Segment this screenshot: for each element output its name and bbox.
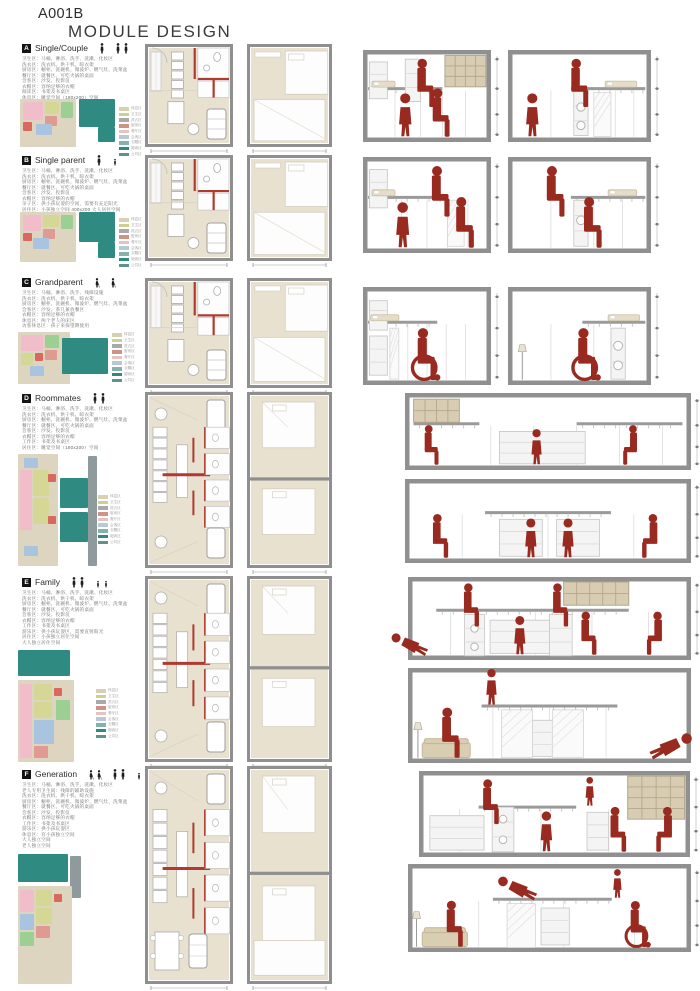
floor-plan-1 xyxy=(145,44,233,155)
legend-label: 洗衣区 xyxy=(110,505,121,510)
legend-label: 洗衣区 xyxy=(131,117,142,122)
zone-block-olive xyxy=(43,215,59,227)
description-line: 洗衣区：洗衣机、烘干机、晾衣架 xyxy=(22,173,94,179)
legend-swatch xyxy=(119,258,129,262)
zone-block-blue xyxy=(30,366,44,376)
legend-label: 餐厅区 xyxy=(108,711,119,716)
zone-block-olive xyxy=(36,890,52,906)
zone-block-pink xyxy=(20,470,32,530)
description-line: 厨房区：橱柜、洗碗机、微波炉、燃气灶、洗菜盆 xyxy=(22,798,128,804)
description-line: 衣帽区：容纳足够的衣帽 xyxy=(22,83,75,89)
child-icon xyxy=(138,773,140,780)
zone-block-blue xyxy=(20,914,34,930)
module-description xyxy=(22,590,127,645)
description-line: 工作区：书架及书桌区 xyxy=(22,623,70,628)
description-line: 卫生区：马桶、淋浴、洗手、洗漱、化妆区 xyxy=(22,782,114,787)
zone-block-pink xyxy=(23,102,43,120)
description-line: 居住区：小孩独立居住空间 xyxy=(22,634,80,639)
zone-block-teal xyxy=(98,242,115,258)
zone-block-teal xyxy=(79,99,115,127)
zone-block-green xyxy=(56,700,70,720)
legend-label: 会客区 xyxy=(110,522,121,527)
zone-block-green xyxy=(61,215,73,229)
legend-swatch xyxy=(96,700,106,704)
legend-label: 公共区 xyxy=(131,151,142,156)
description-line: 餐厅区：就餐区、可吃火锅的桌面 xyxy=(22,804,94,809)
zone-block-blue xyxy=(24,458,38,468)
legend-label: 阅读区 xyxy=(131,257,142,262)
elderly-icon xyxy=(98,770,102,779)
legend-swatch xyxy=(112,379,122,383)
module-header xyxy=(22,276,119,288)
legend-swatch xyxy=(119,141,129,145)
legend-label: 会客区 xyxy=(131,245,142,250)
legend-label: 会客区 xyxy=(108,716,119,721)
module-title: Grandparent xyxy=(35,277,83,287)
zone-block-olive xyxy=(45,102,59,114)
occupant-group-icon xyxy=(93,276,103,288)
child-icon xyxy=(97,581,99,588)
occupant-icons xyxy=(93,276,119,288)
legend-swatch xyxy=(98,506,108,510)
adult-icon xyxy=(124,43,127,53)
section-view-1 xyxy=(363,50,505,148)
occupant-icons xyxy=(70,576,112,588)
legend-swatch xyxy=(112,356,122,360)
legend-swatch xyxy=(98,529,108,533)
elderly-icon xyxy=(90,770,94,779)
legend-label: 卫生区 xyxy=(131,223,142,228)
zone-block-olive xyxy=(34,702,52,718)
description-line: 会客区：沙发、投影仪 xyxy=(22,612,70,617)
occupant-group-icon xyxy=(94,576,112,588)
adult-icon xyxy=(116,43,119,53)
zone-block-teal xyxy=(18,650,70,676)
child-icon xyxy=(114,159,116,166)
legend-swatch xyxy=(96,717,106,721)
description-line: 游乐区：供小孩玩耍区，需要直射阳光 xyxy=(22,628,104,634)
legend-swatch xyxy=(119,235,129,239)
legend-label: 休息区 xyxy=(110,494,121,499)
description-line: 厨房区：橱柜、洗碗机、微波炉、燃气灶、洗菜盆 xyxy=(22,417,128,422)
occupant-group-icon xyxy=(98,42,108,54)
legend-label: 衣帽区 xyxy=(131,251,142,256)
description-line: 衣帽区：容纳足够的衣帽 xyxy=(22,195,75,201)
floor-plan-1 xyxy=(145,155,233,269)
zone-legend xyxy=(119,106,142,157)
module-title: Single/Couple xyxy=(35,43,88,53)
adult-icon xyxy=(122,769,125,779)
legend-label: 衣帽区 xyxy=(131,140,142,145)
description-line: 老人专用卫生间：残障的辅助设施 xyxy=(22,787,94,793)
legend-label: 公共区 xyxy=(108,733,119,738)
section-view-2 xyxy=(508,50,665,148)
legend-swatch xyxy=(96,706,106,710)
zone-block-olive xyxy=(33,470,49,496)
legend-label: 餐厅区 xyxy=(124,355,135,360)
legend-label: 公共区 xyxy=(124,377,135,382)
zone-block-teal xyxy=(60,478,88,508)
occupant-group-icon xyxy=(111,154,121,166)
legend-swatch xyxy=(98,495,108,499)
legend-swatch xyxy=(119,130,129,134)
description-line: 洗衣区：洗衣机、烘干机、晾衣架 xyxy=(22,793,94,798)
legend-label: 休息区 xyxy=(124,332,135,337)
legend-swatch xyxy=(112,361,122,365)
legend-label: 餐厅区 xyxy=(131,240,142,245)
legend-item xyxy=(112,378,135,384)
module-description xyxy=(22,782,127,848)
zone-block-teal xyxy=(79,212,115,242)
adult-icon xyxy=(98,155,101,165)
zone-block-teal xyxy=(60,512,88,542)
occupant-group-icon xyxy=(111,768,129,780)
module-header xyxy=(22,392,109,404)
legend-swatch xyxy=(119,252,129,256)
legend-item xyxy=(119,263,142,269)
legend-swatch xyxy=(98,541,108,545)
section-view-2 xyxy=(508,157,665,259)
description-line: 老人独立空间 xyxy=(22,842,51,848)
legend-label: 衣帽区 xyxy=(124,366,135,371)
floor-plan-2 xyxy=(247,766,332,991)
legend-swatch xyxy=(98,512,108,516)
module-description xyxy=(22,56,127,100)
zone-block-red xyxy=(54,894,62,902)
legend-swatch xyxy=(98,518,108,522)
legend-label: 阅读区 xyxy=(110,534,121,539)
zone-block-pink xyxy=(20,684,32,758)
section-view-1 xyxy=(405,393,700,476)
module-title: Generation xyxy=(35,769,78,779)
section-view-1 xyxy=(363,287,505,391)
description-line: 大人独立居住空间 xyxy=(22,639,61,645)
legend-swatch xyxy=(119,246,129,250)
zone-block-red xyxy=(48,474,56,482)
legend-swatch xyxy=(98,501,108,505)
description-line: 衣帽区：容纳足够的衣帽 xyxy=(22,312,75,317)
zone-block-olive xyxy=(21,353,33,365)
description-line: 厨房区：橱柜、洗碗机、微波炉、燃气灶、洗菜盆 xyxy=(22,67,128,72)
zone-block-blue xyxy=(24,546,38,556)
zone-block-teal xyxy=(62,338,108,374)
legend-swatch xyxy=(96,695,106,699)
occupant-group-icon xyxy=(70,576,88,588)
description-line: 游乐区：供小孩玩耍区 xyxy=(22,826,70,831)
description-line: 衣帽区：容纳足够的衣帽 xyxy=(22,815,75,820)
adult-icon xyxy=(101,393,104,403)
legend-swatch xyxy=(98,523,108,527)
legend-label: 公共区 xyxy=(110,539,121,544)
zone-block-green xyxy=(20,932,34,946)
occupant-group-icon xyxy=(87,768,105,780)
description-line: 休息区：有小孩独立空间 xyxy=(22,831,75,837)
legend-item xyxy=(98,540,121,546)
floor-plan-2 xyxy=(247,44,332,155)
zone-block-olive xyxy=(34,684,52,700)
floor-plan-2 xyxy=(247,155,332,269)
module-description xyxy=(22,168,127,218)
description-line: 会客区：沙发、茶几兼放餐区 xyxy=(22,306,85,312)
legend-label: 厨房区 xyxy=(131,123,142,128)
description-line: 休息区：两个老人的床区 xyxy=(22,317,75,323)
adult-icon xyxy=(81,577,84,587)
description-line: 大人独立空间 xyxy=(22,837,51,842)
zone-block-blue xyxy=(34,720,54,744)
zone-block-pink xyxy=(23,215,41,231)
legend-swatch xyxy=(119,264,129,268)
zone-block-teal xyxy=(98,127,115,142)
description-line: 工作区：书架及书桌区 xyxy=(22,820,70,826)
legend-swatch xyxy=(112,373,122,377)
legend-item xyxy=(96,734,119,740)
legend-label: 洗衣区 xyxy=(108,699,119,704)
legend-label: 卫生区 xyxy=(124,338,135,343)
legend-label: 阅读区 xyxy=(124,372,135,377)
occupant-group-icon xyxy=(114,42,132,54)
description-line: 会客区：沙发、投影仪 xyxy=(22,190,70,195)
legend-label: 休息区 xyxy=(131,217,142,222)
legend-swatch xyxy=(119,147,129,151)
floor-plan-2 xyxy=(247,392,332,576)
description-line: 洗衣区：洗衣机、烘干机、晾衣架 xyxy=(22,295,94,301)
description-line: 厨房区：橱柜、洗碗机、微波炉、燃气灶、洗菜盆 xyxy=(22,179,128,184)
description-line: 卫生区：马桶、淋浴、洗手、洗漱、化妆区 xyxy=(22,56,114,61)
legend-label: 休息区 xyxy=(108,688,119,693)
page-title: MODULE DESIGN xyxy=(68,22,232,41)
module-header xyxy=(22,576,112,588)
legend-swatch xyxy=(119,241,129,245)
zone-legend xyxy=(119,217,142,268)
legend-swatch xyxy=(112,344,122,348)
occupant-icons xyxy=(87,768,153,780)
legend-swatch xyxy=(96,735,106,739)
legend-label: 会客区 xyxy=(124,360,135,365)
floor-plan-1 xyxy=(145,576,233,770)
zone-block-red xyxy=(23,233,32,241)
legend-swatch xyxy=(96,723,106,727)
occupant-icons xyxy=(91,392,109,404)
legend-label: 厨房区 xyxy=(108,705,119,710)
legend-swatch xyxy=(112,350,122,354)
module-header xyxy=(22,768,153,780)
section-view-2 xyxy=(405,479,700,569)
legend-swatch xyxy=(96,729,106,733)
floor-plan-1 xyxy=(145,766,233,991)
description-line: 会客区：沙发、投影仪 xyxy=(22,809,70,815)
adult-icon xyxy=(100,43,103,53)
module-title: Family xyxy=(35,577,61,587)
description-line: 餐厅区：就餐区、可吃火锅的桌面 xyxy=(22,422,94,428)
legend-swatch xyxy=(112,367,122,371)
legend-item xyxy=(119,152,142,158)
module-description xyxy=(22,406,127,450)
legend-swatch xyxy=(119,113,129,117)
legend-swatch xyxy=(119,135,129,139)
description-line: 厨房区：橱柜、洗碗机、微波炉、燃气灶、洗菜盆 xyxy=(22,301,128,306)
legend-swatch xyxy=(119,224,129,228)
module-title: Roommates xyxy=(35,393,81,403)
zone-block-green xyxy=(45,335,59,348)
adult-icon xyxy=(73,577,76,587)
description-line: 亲子区：供小孩玩耍的空间，需要有充足阳光 xyxy=(22,201,118,206)
zone-block-red xyxy=(35,353,43,361)
legend-label: 洗衣区 xyxy=(131,228,142,233)
zone-block-slate xyxy=(88,456,97,566)
zone-block-olive xyxy=(33,498,49,524)
legend-swatch xyxy=(119,229,129,233)
description-line: 厨房区：橱柜、洗碗机、微波炉、燃气灶、洗菜盆 xyxy=(22,601,128,606)
description-line: 访客休息区：孩子来探望期使用 xyxy=(22,323,90,328)
floor-plan-1 xyxy=(145,278,233,396)
module-letter-badge: E xyxy=(22,578,31,587)
description-line: 餐厅区：就餐区、可吃火锅的桌面 xyxy=(22,606,94,612)
legend-label: 洗衣区 xyxy=(124,343,135,348)
zone-block-salmon xyxy=(34,746,48,758)
description-line: 居住区：睡觉空间（180x200）空间 xyxy=(22,444,99,450)
legend-label: 厨房区 xyxy=(124,349,135,354)
legend-label: 厨房区 xyxy=(131,234,142,239)
description-line: 卫生区：马桶、淋浴、洗手、洗漱、化妆区 xyxy=(22,168,114,173)
description-line: 卫生区：马桶、淋浴、洗手、洗漱、化妆区 xyxy=(22,590,114,595)
legend-swatch xyxy=(112,339,122,343)
description-line: 衣帽区：容纳足够的衣帽 xyxy=(22,617,75,623)
floor-plan-2 xyxy=(247,278,332,396)
description-line: 卫生区：马桶、淋浴、洗手、残障设施 xyxy=(22,290,104,295)
adult-icon xyxy=(114,769,117,779)
module-letter-badge: B xyxy=(22,156,31,165)
legend-label: 会客区 xyxy=(131,134,142,139)
legend-label: 卫生区 xyxy=(108,694,119,699)
legend-swatch xyxy=(119,107,129,111)
module-header xyxy=(22,154,121,166)
description-line: 会客区：沙发、投影仪 xyxy=(22,78,70,83)
legend-label: 厨房区 xyxy=(110,511,121,516)
legend-swatch xyxy=(96,689,106,693)
zone-block-teal xyxy=(18,854,68,882)
legend-label: 衣帽区 xyxy=(110,528,121,533)
zone-block-red xyxy=(48,516,56,524)
description-line: 洗衣区：洗衣机、烘干机、晾衣架 xyxy=(22,411,94,417)
description-line: 洗衣区：洗衣机、烘干机、晾衣架 xyxy=(22,61,94,67)
description-line: 休息区：睡觉空间（180x200）空间 xyxy=(22,94,99,100)
zone-block-blue xyxy=(36,124,52,135)
floor-plan-2 xyxy=(247,576,332,770)
legend-label: 公共区 xyxy=(131,262,142,267)
legend-swatch xyxy=(112,333,122,337)
description-line: 阅读区：书架及书桌区 xyxy=(22,89,70,94)
description-line: 餐厅区：就餐区、可吃火锅的桌面 xyxy=(22,184,94,190)
legend-swatch xyxy=(119,118,129,122)
section-view-2 xyxy=(408,864,700,958)
module-letter-badge: D xyxy=(22,394,31,403)
legend-swatch xyxy=(119,124,129,128)
description-line: 工作区：书架及书桌区 xyxy=(22,439,70,444)
zone-block-red xyxy=(23,122,32,131)
section-view-1 xyxy=(419,771,700,863)
section-view-1 xyxy=(363,157,505,259)
elderly-icon xyxy=(111,278,115,287)
zone-block-green xyxy=(61,102,73,118)
legend-swatch xyxy=(96,712,106,716)
occupant-icons xyxy=(98,42,132,54)
zone-legend xyxy=(98,494,121,545)
zone-legend xyxy=(112,332,135,383)
elderly-icon xyxy=(95,278,99,287)
occupant-group-icon xyxy=(109,276,119,288)
module-letter-badge: A xyxy=(22,44,31,53)
legend-swatch xyxy=(98,535,108,539)
legend-label: 休息区 xyxy=(131,106,142,111)
module-letter-badge: C xyxy=(22,278,31,287)
module-header xyxy=(22,42,132,54)
legend-label: 卫生区 xyxy=(110,500,121,505)
zone-block-olive xyxy=(36,908,52,924)
zone-block-salmon xyxy=(36,926,50,938)
module-title: Single parent xyxy=(35,155,86,165)
section-view-1 xyxy=(408,577,700,666)
legend-swatch xyxy=(119,218,129,222)
description-line: 衣帽区：容纳足够的衣帽 xyxy=(22,433,75,439)
child-icon xyxy=(105,581,107,588)
zone-block-pink xyxy=(20,890,34,912)
legend-label: 卫生区 xyxy=(131,112,142,117)
description-line: 卫生区：马桶、淋浴、洗手、洗漱、化妆区 xyxy=(22,406,114,411)
legend-label: 衣帽区 xyxy=(108,722,119,727)
description-line: 餐厅区：就餐区、可吃火锅的桌面 xyxy=(22,72,94,78)
zone-block-salmon xyxy=(45,350,57,360)
section-view-2 xyxy=(408,668,700,769)
occupant-group-icon xyxy=(91,392,109,404)
description-line: 居住区：小孩独立空间 400x200 大人居住空间 xyxy=(22,206,121,212)
board-code: A001B xyxy=(38,6,84,22)
occupant-group-icon xyxy=(95,154,105,166)
legend-label: 阅读区 xyxy=(108,728,119,733)
legend-label: 餐厅区 xyxy=(110,517,121,522)
zone-block-pink xyxy=(21,335,43,351)
zone-legend xyxy=(96,688,119,739)
module-description xyxy=(22,290,127,329)
legend-label: 餐厅区 xyxy=(131,129,142,134)
section-view-2 xyxy=(508,287,665,391)
legend-label: 阅读区 xyxy=(131,146,142,151)
description-line: 洗衣区：洗衣机、烘干机、晾衣架 xyxy=(22,595,94,601)
zone-block-red xyxy=(54,688,62,696)
adult-icon xyxy=(93,393,96,403)
occupant-icons xyxy=(95,154,121,166)
zone-block-blue xyxy=(33,238,49,249)
floor-plan-1 xyxy=(145,392,233,576)
module-letter-badge: F xyxy=(22,770,31,779)
description-line: 会客区：沙发、投影仪 xyxy=(22,428,70,433)
